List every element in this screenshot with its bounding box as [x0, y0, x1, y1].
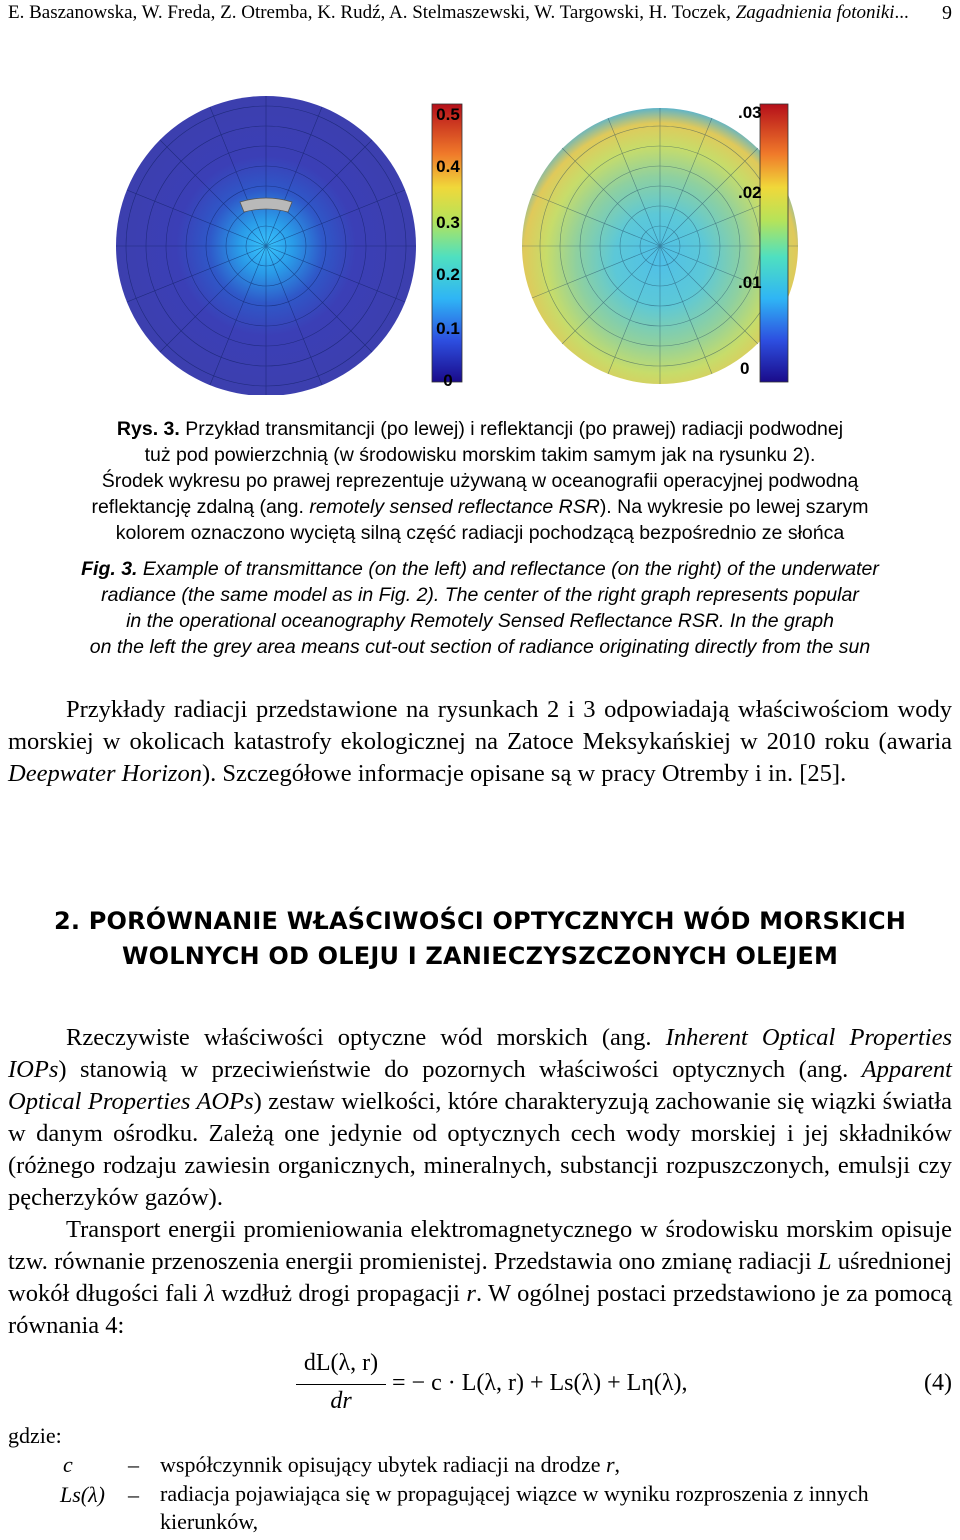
- left-tick-1: 0.4: [436, 157, 460, 176]
- caption-pl-text-4c: ). Na wykresie po lewej szarym: [599, 496, 869, 518]
- paragraph-3-a: Transport energii promieniowania elektromagnetycznego w środowisku morskim opisuje tzw. równanie przenoszenia energii promienistej. Przedstawia ono zmianę radiacji: [8, 1216, 952, 1275]
- caption-en-line-1: [4, 556, 956, 582]
- equation-number: (4): [924, 1370, 952, 1396]
- paragraph-2-italic-1: Inherent Optical Properties IOPs: [8, 1024, 952, 1083]
- legend-desc-b: ,: [614, 1452, 621, 1477]
- left-tick-0: 0.5: [436, 105, 460, 124]
- paragraph-1-a: Przykłady radiacji przedstawione na rysunkach 2 i 3 odpowiadają właściwościom wody morskiej w okolicach katastrofy ekologicznej na Zatoce Meksykańskiej w 2010 roku (awaria: [8, 696, 952, 755]
- paragraph-2-italic-2: Apparent Optical Properties AOPs: [8, 1056, 952, 1115]
- figure-caption-pl: [4, 416, 956, 546]
- running-header: [8, 2, 952, 24]
- left-tick-5: 0: [443, 371, 453, 390]
- caption-pl-label: Rys. 3.: [116, 418, 180, 440]
- paragraph-3-c: wzdłuż drogi propagacji: [214, 1280, 467, 1307]
- caption-en-text-1: Example of transmittance (on the left) and reflectance (on the right) of the underwater: [142, 558, 879, 580]
- caption-en-line-3: in the operational oceanography Remotely Sensed Reflectance RSR. In the graph: [126, 610, 834, 632]
- figure-3-graphic: [0, 95, 960, 395]
- legend-desc-italic: r: [605, 1452, 615, 1477]
- where-label: gdzie:: [8, 1423, 62, 1448]
- caption-pl-line-1: [4, 416, 956, 442]
- left-tick-4: 0.1: [436, 319, 460, 338]
- fraction-bar: [296, 1384, 386, 1385]
- right-tick-1: .02: [738, 183, 762, 202]
- legend-description: radiacja pojawiająca się w propagującej wiązce w wyniku rozproszenia z innych kierunków,: [160, 1481, 869, 1534]
- left-tick-3: 0.2: [436, 265, 460, 284]
- paragraph-3-italic-1: L: [817, 1248, 832, 1275]
- left-colorbar: [432, 104, 462, 390]
- paragraph-1-italic: Deepwater Horizon: [8, 760, 202, 787]
- paragraph-3-b: uśrednionej wokół długości fali: [8, 1248, 952, 1307]
- legend-row-c: [8, 1450, 952, 1480]
- caption-pl-line-5: kolorem oznaczono wyciętą silną część radiacji pochodzącą bezpośrednio ze słońca: [115, 522, 845, 544]
- caption-pl-text-4a: reflektancję zdalną (ang.: [91, 496, 310, 518]
- paragraph-3-italic-3: r: [466, 1280, 476, 1307]
- running-title-ellipsis: ...: [894, 2, 909, 23]
- paragraph-2-c: ) zestaw wielkości, które charakteryzują zachowanie się wiązki światła w danym ośrodku. Zależą one jedynie od optycznych cech wody morskiej i jej składników (różnego rodzaju zawiesin organicznych, mineralnych, substancji rozpuszczonych, emulsji czy pęcherzyków gazów).: [8, 1088, 952, 1211]
- legend-desc-a: współczynnik opisujący ubytek radiacji na drodze: [160, 1452, 606, 1477]
- paragraph-1-b: ). Szczegółowe informacje opisane są w pracy Otremby i in. [25].: [201, 760, 847, 787]
- legend-symbol: c: [63, 1452, 73, 1477]
- equation-numerator: dL(λ, r): [303, 1350, 379, 1376]
- caption-en-line-4: on the left the grey area means cut-out section of radiance originating directly from the sun: [89, 636, 871, 658]
- section-heading-line-2: WOLNYCH OD OLEJU I ZANIECZYSZCZONYCH OLEJEM: [121, 942, 839, 970]
- paragraph-2-a: Rzeczywiste właściwości optyczne wód morskich (ang.: [66, 1024, 666, 1051]
- running-title-authors: E. Baszanowska, W. Freda, Z. Otremba, K. Rudź, A. Stelmaszewski, W. Targowski, H. Toczek,: [8, 2, 736, 23]
- section-heading-line-1: 2. PORÓWNANIE WŁAŚCIWOŚCI OPTYCZNYCH WÓD MORSKICH: [53, 907, 907, 935]
- caption-pl-line-2: tuż pod powierzchnią (w środowisku morskim takim samym jak na rysunku 2).: [144, 444, 816, 466]
- right-tick-2: .01: [738, 273, 762, 292]
- caption-pl-line-3: Środek wykresu po prawej reprezentuje używaną w oceanografii operacyjnej podwodną: [101, 470, 859, 492]
- caption-en-line-2: radiance (the same model as in Fig. 2). The center of the right graph represents popular: [101, 584, 859, 606]
- running-title-journal: Zagadnienia fotoniki: [735, 2, 895, 23]
- section-heading: [40, 904, 920, 974]
- equation-rhs: = − c · L(λ, r) + Ls(λ) + Lη(λ),: [392, 1370, 688, 1396]
- caption-pl-text-4b: remotely sensed reflectance RSR: [309, 496, 600, 518]
- caption-en-label: Fig. 3.: [81, 558, 138, 580]
- transmittance-polar-plot: [116, 96, 416, 395]
- legend-symbol: Ls(λ): [60, 1482, 105, 1507]
- paragraph-3-italic-2: λ: [204, 1280, 215, 1307]
- left-tick-2: 0.3: [436, 213, 460, 232]
- legend-description: [160, 1450, 950, 1480]
- legend-dash: –: [128, 1452, 139, 1477]
- equation-4: [0, 1350, 960, 1430]
- paragraph-3-d: . W ogólnej postaci przedstawiono je za pomocą równania 4:: [8, 1280, 953, 1339]
- right-tick-3: 0: [740, 359, 750, 378]
- right-tick-0: .03: [738, 103, 762, 122]
- paragraph-1: [8, 694, 952, 790]
- paragraph-2-b: ) stanowią w przeciwieństwie do pozornych właściwości optycznych (ang.: [58, 1056, 862, 1083]
- page-number: 9: [942, 2, 952, 24]
- legend-dash: –: [128, 1482, 139, 1507]
- figure-caption-en: [4, 556, 956, 660]
- legend-row-ls: [8, 1480, 952, 1540]
- caption-pl-line-4: [4, 494, 956, 520]
- figure-3: [0, 95, 960, 395]
- paragraph-2: [8, 1022, 952, 1214]
- equation-denominator: dr: [330, 1388, 352, 1414]
- caption-pl-text-1: Przykład transmitancji (po lewej) i reflektancji (po prawej) radiacji podwodnej: [185, 418, 844, 440]
- reflectance-polar-plot: [522, 108, 798, 384]
- paragraph-3: [8, 1214, 952, 1342]
